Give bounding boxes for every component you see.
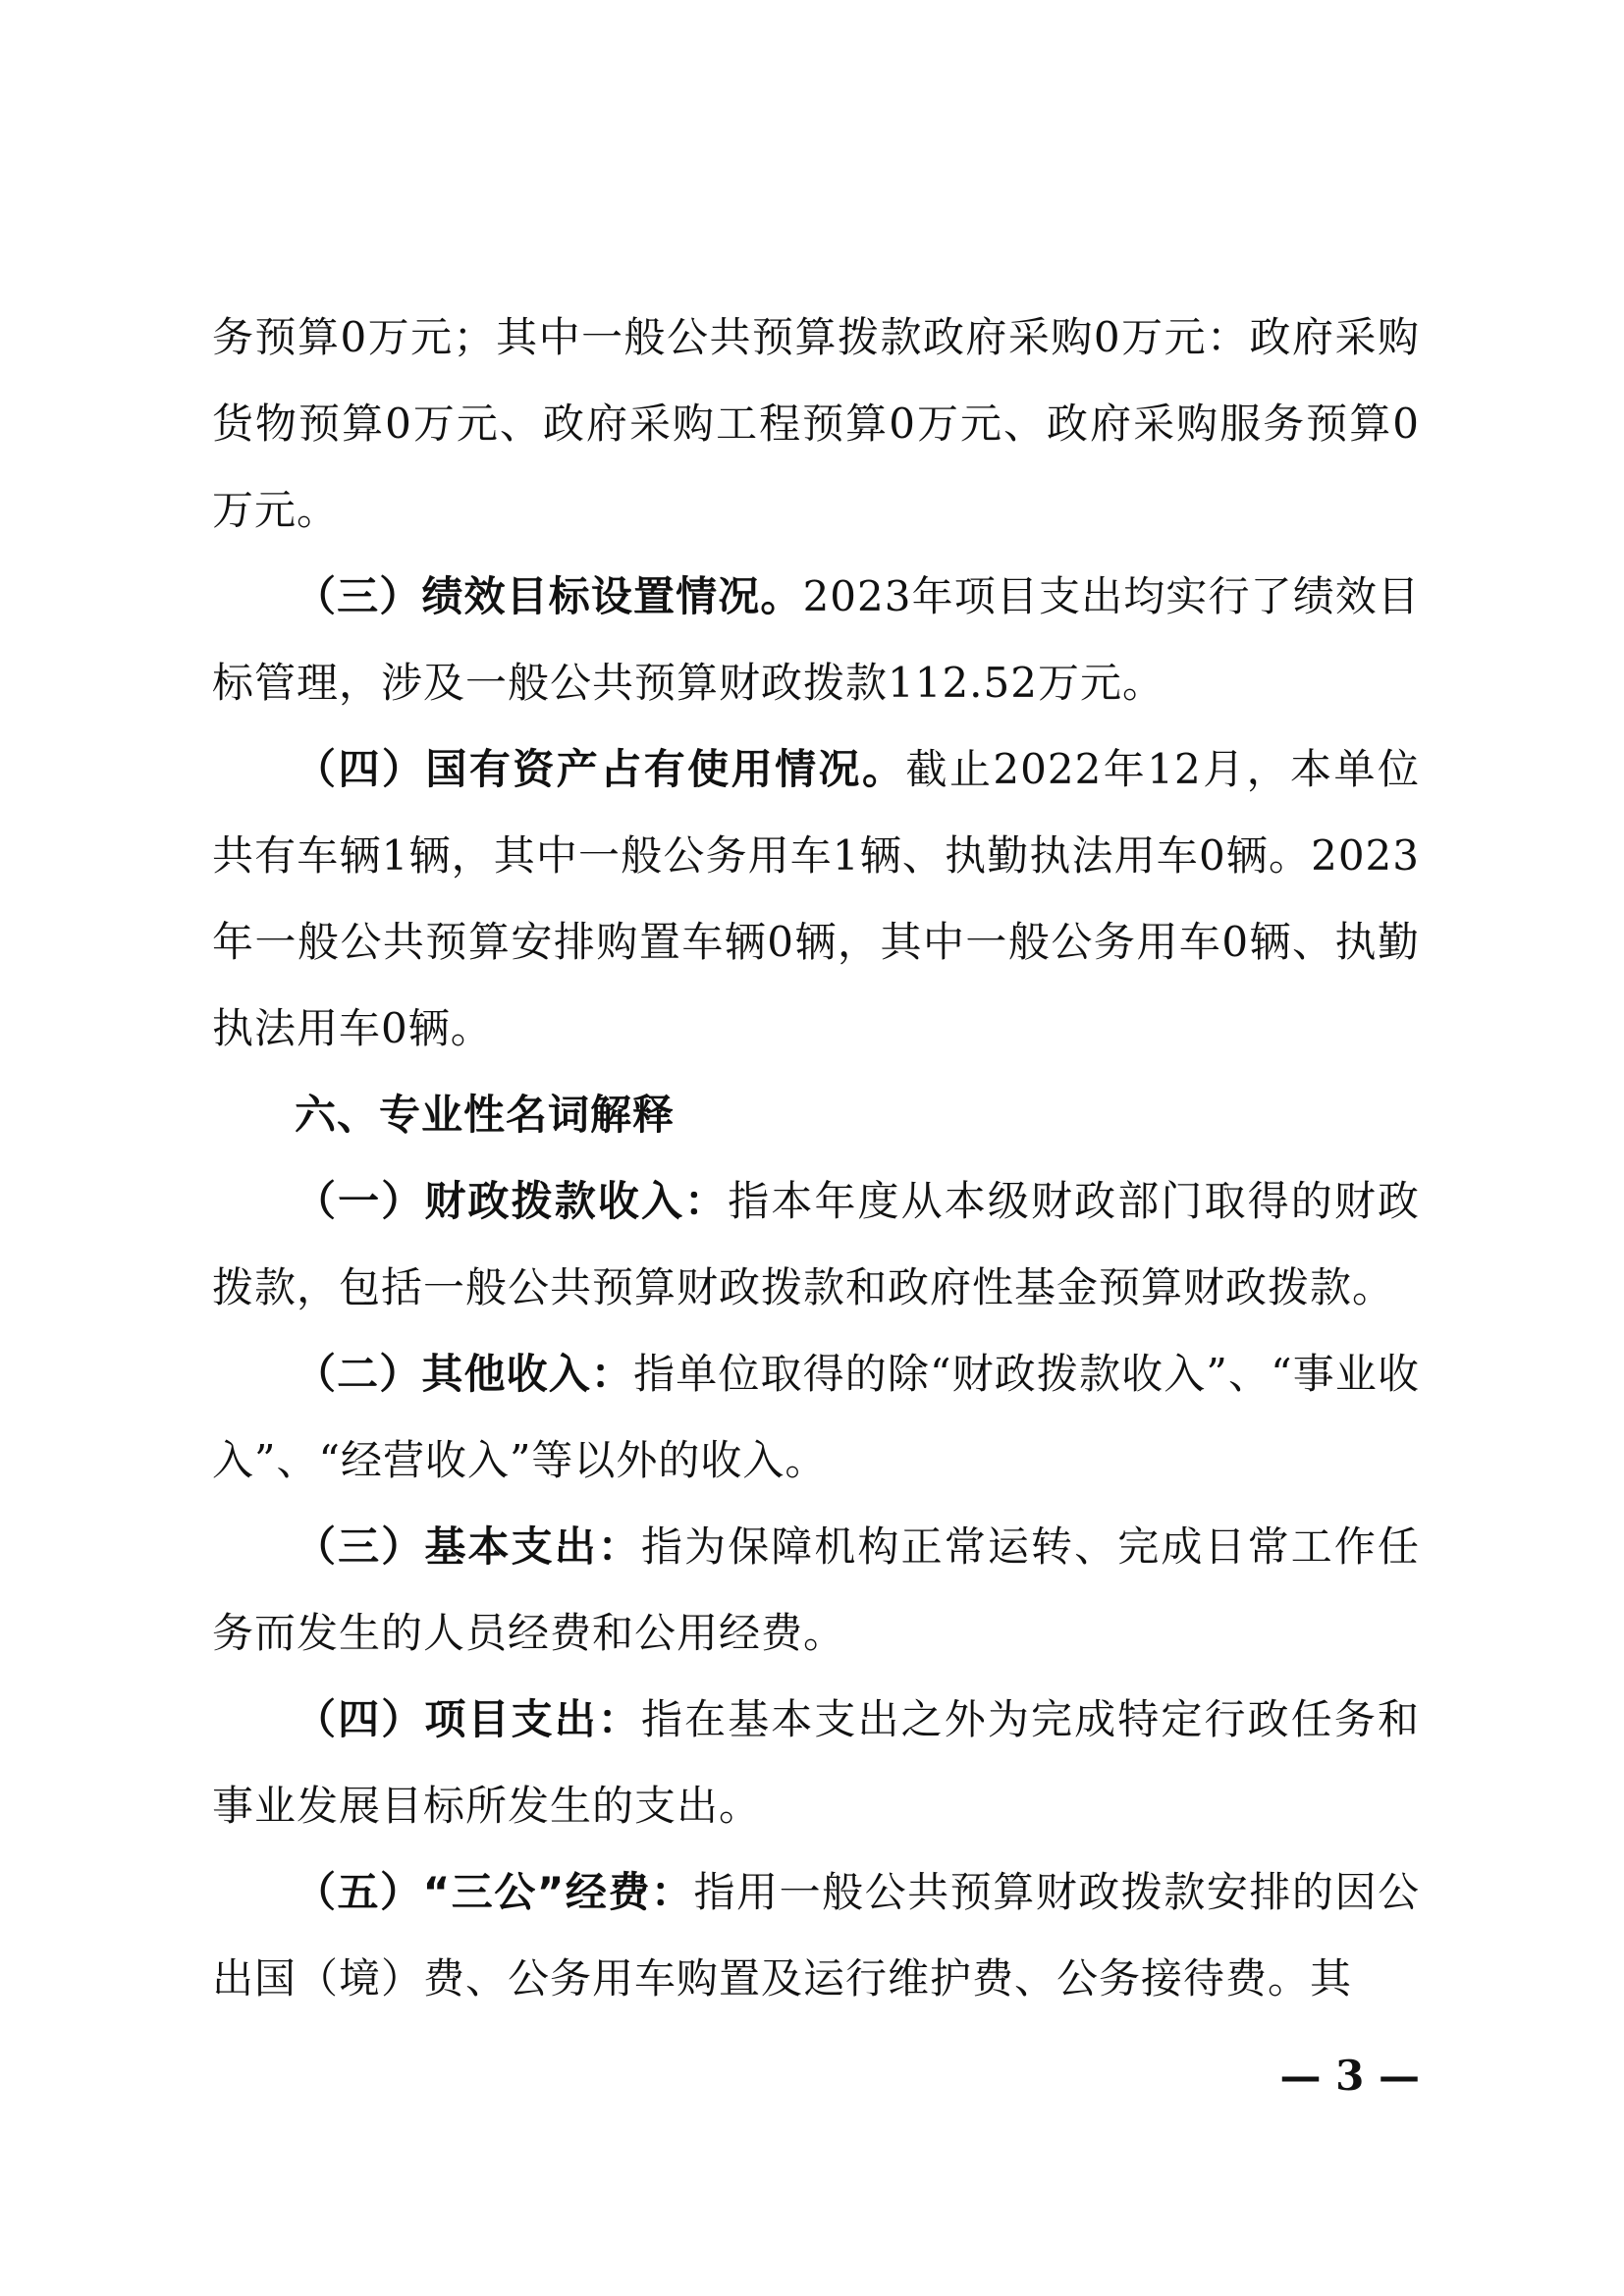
paragraph-text: 2023年项目支出均实行了绩效目标管理，涉及一般公共预算财政拨款112.52万元。 xyxy=(212,572,1420,707)
document-page xyxy=(212,294,1420,2022)
paragraph-text: 务预算0万元；其中一般公共预算拨款政府采购0万元：政府采购货物预算0万元、政府采购工程预算0万元、政府采购服务预算0万元。 xyxy=(212,313,1420,534)
paragraph-fiscal-income xyxy=(212,1158,1420,1331)
paragraph-state-assets xyxy=(212,726,1420,1072)
paragraph-lead: （三）基本支出： xyxy=(295,1522,641,1571)
paragraph-lead: （二）其他收入： xyxy=(295,1350,634,1398)
paragraph-lead: （五）“三公”经费： xyxy=(295,1868,694,1916)
paragraph-text: 指在基本支出之外为完成特定行政任务和事业发展目标所发生的支出。 xyxy=(212,1695,1420,1830)
paragraph-text: 指单位取得的除“财政拨款收入”、“事业收入”、“经营收入”等以外的收入。 xyxy=(212,1350,1420,1484)
paragraph-lead: （一）财政拨款收入： xyxy=(295,1177,729,1225)
page-number: — 3 — xyxy=(1279,2052,1420,2100)
paragraph-lead: （四）国有资产占有使用情况。 xyxy=(295,745,906,793)
paragraph-text: 指本年度从本级财政部门取得的财政拨款，包括一般公共预算财政拨款和政府性基金预算财政拨款。 xyxy=(212,1177,1420,1311)
paragraph-procurement xyxy=(212,294,1420,554)
paragraph-project-expenditure xyxy=(212,1677,1420,1849)
paragraph-performance-targets xyxy=(212,554,1420,726)
section-heading: 六、专业性名词解释 xyxy=(295,1091,676,1139)
paragraph-lead: （四）项目支出： xyxy=(295,1695,641,1743)
paragraph-other-income xyxy=(212,1331,1420,1504)
paragraph-text: 截止2022年12月，本单位共有车辆1辆，其中一般公务用车1辆、执勤执法用车0辆。2023年一般公共预算安排购置车辆0辆，其中一般公务用车0辆、执勤执法用车0辆。 xyxy=(212,745,1420,1052)
paragraph-basic-expenditure xyxy=(212,1504,1420,1677)
paragraph-lead: （三）绩效目标设置情况。 xyxy=(295,572,803,620)
paragraph-three-public-expenses xyxy=(212,1849,1420,2022)
paragraph-text: 指用一般公共预算财政拨款安排的因公出国（境）费、公务用车购置及运行维护费、公务接待费。其 xyxy=(212,1868,1420,2002)
paragraph-text: 指为保障机构正常运转、完成日常工作任务而发生的人员经费和公用经费。 xyxy=(212,1522,1420,1657)
